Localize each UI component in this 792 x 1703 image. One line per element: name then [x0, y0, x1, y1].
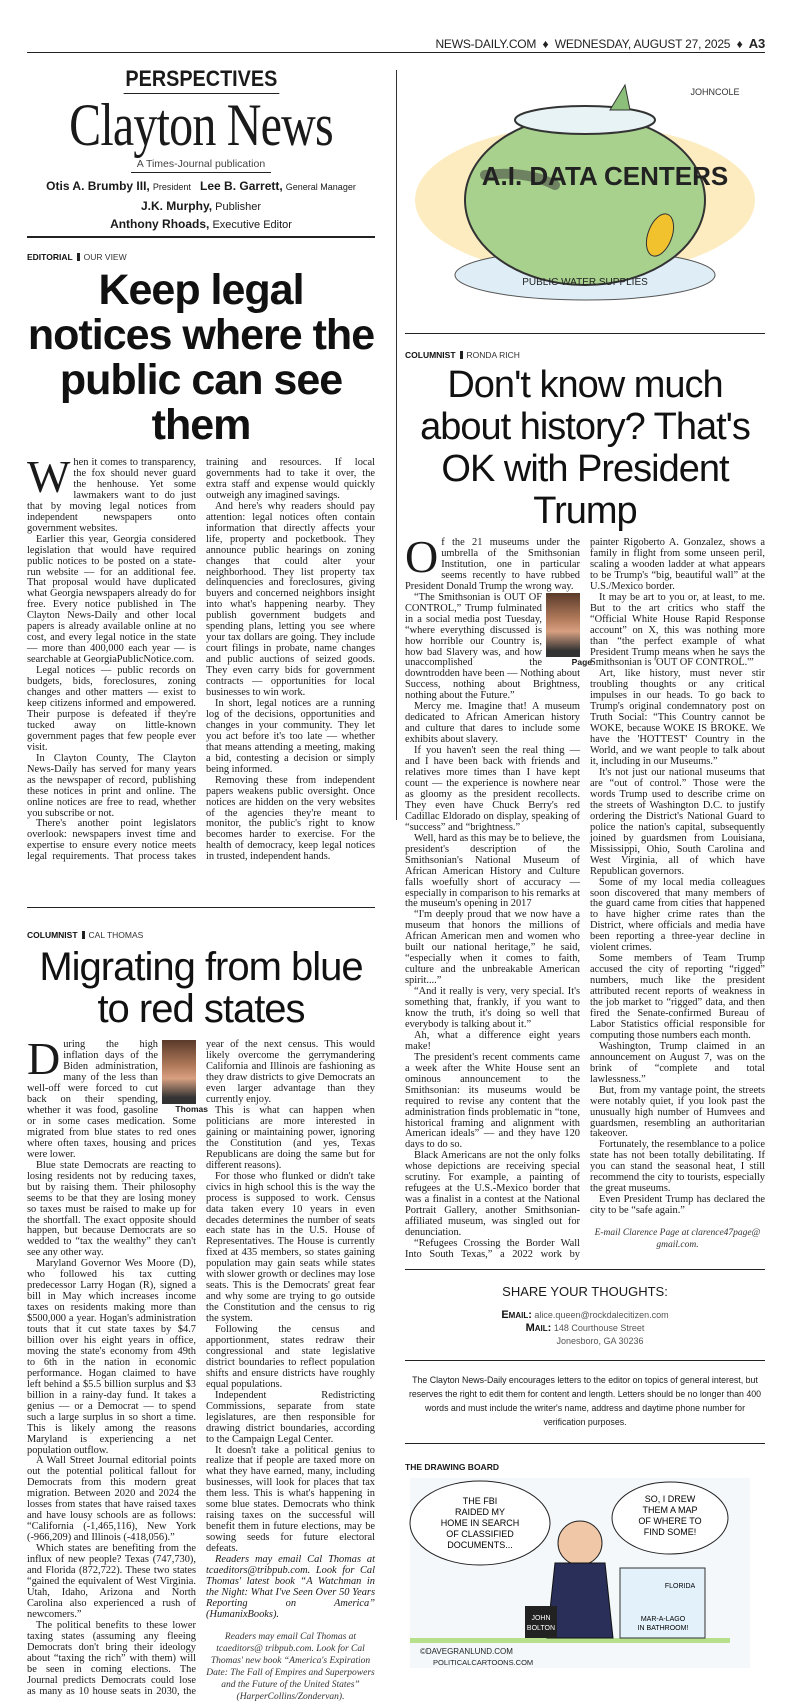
paragraph-text: Legal notices — public records on budgets, bids, foreclosures, zoning changes and other matters — exist to keep citizens informed and empowered. Their purpose is defeated if they're tucked away on little-known government pages that few people ever visit.: [27, 665, 196, 753]
speech-bubble-text: OF CLASSIFIED: [446, 1528, 514, 1539]
columnist-photo: [546, 593, 592, 667]
columnist-name: CAL THOMAS: [88, 930, 144, 941]
author-credit: E-mail Clarence Page at clarence47page@ gmail.com.: [594, 1228, 761, 1251]
cartoonist-signature: ©DAVEGRANLUND.COM: [420, 1646, 513, 1656]
paragraph-text: “Refugees Crossing the Border Wall Into South Texas,” a 2022 work by painter Rigoberto A. Gonzalez, shows a family in flight from some unseen peril, scaling a wooden ladder at what appears to be Trump's “big, beautiful wall” at the U.S./Mexico border.: [405, 537, 765, 1260]
speech-bubble-text: RAIDED MY: [454, 1506, 506, 1517]
staff-role: Publisher: [215, 201, 262, 213]
paragraph-text: Earlier this year, Georgia considered legislation that would have required public notices to be posted on a state-run website — for an additional fee. That proposal would have duplicated what Georgia newspapers already do for free. Every notice published in The Clayton News-Daily and other local papers is already available online at no cost, and every legal notice in the state — more than 400,000 each year — is searchable at GeorgiaPublicNotice.com.: [27, 533, 196, 666]
section-title: PERSPECTIVES: [123, 66, 278, 94]
author-note: Readers may email Cal Thomas at tcaeditors@tribpub.com. Look for Cal Thomas' latest book “A Watchman in the Night: What I've Seen Over 50 Years Reporting on America” (HumanixBooks).: [206, 1554, 375, 1620]
kicker-label: COLUMNIST: [405, 350, 456, 360]
separator: ♦: [736, 37, 743, 51]
speech-bubble-text: THE FBI: [462, 1495, 498, 1506]
map-note: IN BATHROOM!: [637, 1624, 689, 1632]
paragraph: [206, 699, 375, 776]
paragraph-text: Following the census and apportionment, states redraw their congressional and state legislative district boundaries to reflect population shifts and ensure districts have roughly equal populations.: [206, 1324, 375, 1390]
staff-name: Otis A. Brumby III,: [46, 179, 150, 193]
rich-headline: Don't know much about history? That's OK with President Trump: [420, 364, 750, 532]
paragraph-text: Some members of Team Trump accused the city of reporting “rigged” numbers, much like the president attributed recent reports of weakness in the job market to “rigged” data, and then fired the Senate-confirmed Bureau of Labor Statistics official responsible for computing those numbers each month.: [590, 953, 765, 1041]
paragraph: [590, 878, 765, 955]
briefcase-label: JOHN: [531, 1614, 551, 1622]
paragraph-text: Some of my local media colleagues soon discovered that many members of the guard came from cities that happened to have higher crime rates than the District, where officials and media have been reporting a three-year decline in violent crimes.: [590, 876, 765, 954]
paragraph-text: The political benefits to these lower taxing states (assuming any fleeing Democrats don't bring their ideology about “taxing the rich” with them) will be seen in coming elections. The Journal predicts Democrats could lose as many as 10 house seats in 2030, the year of the next census. This would likely overcome the gerrymandering California and Illinois are fashioning as they draw districts to give Democrats an even larger advantage than they currently enjoy.: [27, 1039, 375, 1697]
paragraph: [590, 954, 765, 1042]
staff-line: [27, 179, 375, 193]
mail-city: Jonesboro, GA 30236: [556, 1335, 644, 1346]
drawing-board-label: THE DRAWING BOARD: [405, 1461, 499, 1472]
paragraph: [590, 768, 765, 878]
divider: [27, 907, 375, 908]
paragraph: [206, 776, 375, 864]
kicker-bar: [82, 931, 85, 939]
staff-role: Executive Editor: [212, 219, 292, 231]
paragraph-text: And here's why readers should pay attention: legal notices often contain information that directly affects your life, property and pocketbook. They announce public hearings on zoning changes that could alter your neighborhood. They list property tax delinquencies and foreclosures, giving buyers and concerned neighbors insight into what's happening nearby. They publish government budgets and spending plans, letting you see where your tax dollars are going. They include court filings in probate, name changes and public auctions of seized goods. They even carry bids for government contracts — opportunities for local businesses to win work.: [206, 500, 375, 699]
kicker-bar: [77, 253, 80, 261]
author-credit: Readers may email Cal Thomas at tcaeditors@ tribpub.com. Look for Cal Thomas' new book “America's Expiration Date: The Fall of Empires and Superpowers and the Future of the United States” (HarperCollins/Zondervan).: [206, 1631, 375, 1702]
columnist-photo: [162, 1040, 208, 1115]
column-divider: [396, 70, 397, 820]
speech-bubble-text: OF WHERE TO: [638, 1515, 702, 1526]
paragraph: [590, 1195, 765, 1217]
paragraph-text: Ah, what a difference eight years make!: [405, 1029, 580, 1052]
paragraph: [405, 531, 580, 593]
drop-cap: D: [27, 1033, 61, 1085]
paragraph: [206, 1106, 375, 1172]
divider: [405, 1269, 765, 1270]
publication-title: Clayton News: [69, 92, 333, 158]
thomas-kicker: [27, 930, 375, 940]
paragraph-text: uring the high inflation days of the Biden administration, many of the less than well-off were forced to cut back on their spending, whether it was food, gasoline or in some cases medication. Some migrated from blue states to red ones where often taxes, housing and prices were lower.: [27, 1039, 196, 1160]
paragraph: [405, 987, 580, 1031]
mail-address: 148 Courthouse Street: [553, 1322, 645, 1333]
paragraph: [405, 834, 580, 911]
share-your-thoughts: [405, 1284, 765, 1348]
divider: [27, 236, 375, 238]
paragraph-text: hen it comes to transparency, the fox should never guard the henhouse. Yet some lawmakers want to do just that by moving legal notices from independent newspapers onto government websites.: [27, 457, 196, 534]
paragraph-text: This is what can happen when politicians are more interested in gaining or maintaining power, ignoring the Constitution (and yes, Texas Republicans are doing the same but for different reasons).: [206, 1104, 375, 1171]
rich-kicker: [405, 350, 765, 360]
editorial-headline: Keep legal notices where the public can see them: [27, 266, 375, 449]
paragraph-text: Art, like history, must never stir troubling thoughts or any critical impulses in our heads. To go back to Trump's original condemnatory post on Truth Social: “This Country cannot be WOKE, because WOKE IS BROKE. We have the 'HOTTEST' Country in the World, and we want people to talk about it, including in our Museums.”: [590, 668, 765, 768]
page-number: A3: [748, 36, 765, 51]
drop-cap: O: [405, 531, 439, 582]
editorial-body: [27, 451, 375, 863]
paragraph-text: “And it really is very, very special. It's something that, frankly, if you want to know the truth, it's doing so well that everybody is talking about it.”: [405, 986, 580, 1030]
paragraph-text: It doesn't take a political genius to realize that if people are taxed more on what they have earned, many, including businesses, will look for places that tax them less. This is what's happening in some blue states. Democrats who think raising taxes on the successful will benefit them in future elections, may be sowing seeds for future electoral defeats.: [206, 1444, 375, 1555]
paragraph-text: If you haven't seen the real thing — and I have been back with friends and relatives more times than I have kept count — the experience is nowhere near as gloomy as the president recollects. They even have Chuck Berry's red Cadillac Eldorado on display, speaking of “success” and “brightness.”: [405, 745, 580, 833]
divider: [405, 1443, 765, 1444]
portrait-image: [546, 593, 580, 657]
photo-caption: Page: [571, 656, 592, 667]
map-note: MAR-A-LAGO: [640, 1615, 686, 1623]
rich-body: [405, 531, 765, 1261]
page-header: [27, 36, 765, 53]
kicker-sub: OUR VIEW: [83, 252, 127, 262]
kicker-bar: [460, 351, 463, 359]
briefcase-label: BOLTON: [526, 1624, 556, 1632]
paragraph-text: In Clayton County, The Clayton News-Daily has served for many years as the newspaper of record, publishing these notices in print and online. The online notices are free to read, whether you subscribe or not.: [27, 752, 196, 819]
right-column: [405, 60, 765, 1673]
paragraph: [590, 593, 765, 670]
cartoon-label: A.I. DATA CENTERS: [481, 161, 729, 191]
paragraph-text: Washington, Trump claimed in an announcement on August 7, was on the brink of “complete and total lawlessness.”: [590, 1040, 765, 1085]
paragraph-text: Fortunately, the resemblance to a police state has not been totally debilitating. If you can stand the seasonal heat, I still recommend the city to tourists, especially the great museums.: [590, 1139, 765, 1195]
paragraph-text: Blue state Democrats are reacting to losing residents not by reducing taxes, but by raising them. Their philosophy seems to be that they are losing money so taxes must be raised to make up for the shortfall. The exact opposite should happen, but because Democrats are so wedded to “tax the wealthy” they can't see any other way.: [27, 1159, 196, 1259]
paragraph-text: Maryland Governor Wes Moore (D), who followed his tax cutting predecessor Larry Hogan (R), signed a bill in May which increases income taxes on residents making more than $500,000 a year. Hogan's administration touts that it cut state taxes by $4.7 billion over his eight years in office, moving the state's economy from 49th to 6th in the nation in economic performance. Hogan claimed to have left behind a $5.5 billion surplus and $3 billion in a rainy-day fund. It takes a genius — or a Democrat — to spend such a large surplus in so short a time. This is likely among the reasons Maryland is experiencing a net population outflow.: [27, 1258, 196, 1456]
paragraph-text: It may be art to you or, at least, to me. But to the art critics who staff the “Official White House Rapid Response account” on X, this was nothing more than “the perfect example of what President Trump means when he says the Smithsonian is 'OUT OF CONTROL.'”: [590, 591, 765, 669]
paragraph: [27, 666, 196, 754]
paragraph: [405, 702, 580, 746]
paragraph: [27, 1456, 196, 1544]
email-link[interactable]: alice.queen@rockdalecitizen.com: [534, 1309, 669, 1320]
paragraph: [27, 754, 196, 820]
cartoon-label: PUBLIC WATER SUPPLIES: [522, 277, 648, 288]
editorial-kicker: [27, 252, 375, 262]
paragraph-text: But, from my vantage point, the streets were notably quiet, if you look past the unusually high number of Humvees and guardsmen, resembling an authoritarian takeover.: [590, 1084, 765, 1140]
photo-caption: Thomas: [175, 1104, 208, 1115]
kicker-label: COLUMNIST: [27, 930, 78, 941]
staff-name: J.K. Murphy,: [140, 199, 213, 213]
speech-bubble-text: DOCUMENTS...: [447, 1539, 513, 1550]
paragraph: [206, 1391, 375, 1446]
portrait-image: [162, 1040, 196, 1104]
paragraph: [590, 669, 765, 768]
paragraph-text: The president's recent comments came a week after the White House sent an ominous announcement to the Smithsonian: its museums would be required to revise any content that the administration finds problematic in “tone, historical framing and alignment with American ideals” — and they have 120 days to do so.: [405, 1051, 580, 1151]
speech-bubble-text: FIND SOME!: [643, 1526, 697, 1537]
paragraph-text: There's another point legislators overlook: newspapers invest time and expertise to ensure every notice meets legal requirements. That process takes training and resources. If local governments had to take it over, the extra staff and expense would quickly outweigh any imagined savings.: [27, 457, 375, 863]
drop-cap: W: [27, 451, 71, 502]
paragraph: [27, 1161, 196, 1260]
speech-bubble-text: HOME IN SEARCH: [440, 1517, 520, 1528]
cartoonist-signature: POLITICALCARTOONS.COM: [433, 1657, 534, 1667]
site-name: NEWS-DAILY.COM: [435, 37, 537, 51]
paragraph: [405, 591, 592, 703]
staff-role: General Manager: [285, 182, 356, 192]
staff-line: [27, 199, 375, 213]
paragraph-text: A Wall Street Journal editorial points out the potential political fallout for Democrats from this modern great migration. Between 2020 and 2024 the losses from states that have raised taxes and have lousy schools are as follows: “California (-1,465,116), New York (-966,209) and Illinois (-418,056).”: [27, 1455, 196, 1544]
paragraph: [206, 1325, 375, 1391]
paragraph-text: “I'm deeply proud that we now have a museum that honors the millions of African American men and women who built our national heritage,” he said, “especially when it comes to faith, culture and the unbreakable American spirit....”: [405, 909, 580, 987]
paragraph: [27, 1033, 208, 1160]
cartoonist-signature: JOHNCOLE: [690, 87, 740, 97]
paragraph: [27, 451, 196, 535]
paragraph-text: Even President Trump has declared the city to be “safe again.”: [590, 1194, 765, 1217]
paragraph-text: For those who flunked or didn't take civics in high school this is the way the process is supposed to work. Census data taken every 10 years in even decades determines the number of seats each state has in the U.S. House of Representatives. The House is currently fixed at 435 members, so states gaining population may gain seats while states with slower growth or declines may lose seats. This is the Democrats' great fear and why some are trying to go outside the Constitution and the census to rig the system.: [206, 1170, 375, 1325]
paragraph: [27, 1544, 196, 1621]
paragraph-text: f the 21 museums under the umbrella of the Smithsonian Institution, one in particular seems recently to have rubbed President Donald Trump the wrong way.: [405, 537, 580, 592]
map-label: FLORIDA: [664, 1582, 696, 1590]
paragraph: [590, 1042, 765, 1086]
left-column: [27, 60, 375, 1703]
paragraph-text: Which states are benefiting from the influx of new people? Texas (747,730), and Florida (872,722). These two states “gained the equivalent of West Virginia. Utah, Idaho, Arizona and North Carolina also experienced a rush of newcomers.”: [27, 1543, 196, 1620]
paragraph: [405, 1031, 580, 1053]
paragraph: [27, 1259, 196, 1456]
divider: [405, 333, 765, 334]
paragraph-text: Well, hard as this may be to believe, the president's description of the Smithsonian's National Museum of African American History and Culture falls woefully short of accuracy — especially in comparison to his remarks at the museum's opening in 2017: [405, 832, 580, 910]
tagline: A Times-Journal publication: [131, 158, 271, 173]
staff-name: Lee B. Garrett,: [200, 179, 283, 193]
paragraph-text: “The Smithsonian is OUT OF CONTROL,” Trump fulminated in a social media post Tuesday, “where everything discussed is how horrible our Country is, how bad Slavery was, and how unaccomplished the downtrodden have been — Nothing about Success, nothing about Brightness, nothing about the Future.”: [405, 591, 580, 702]
columnist-name: RONDA RICH: [466, 350, 520, 360]
masthead: [27, 60, 375, 238]
paragraph: [590, 1086, 765, 1141]
staff-line: [27, 217, 375, 231]
email-label: Email:: [501, 1308, 532, 1321]
paragraph-text: In short, legal notices are a running log of the decisions, opportunities and changes in your community. They let you act before it's too late — whether that means attending a meeting, making a bid, contesting a decision or simply being informed.: [206, 697, 375, 775]
kicker-label: EDITORIAL: [27, 252, 73, 262]
paragraph: [405, 910, 580, 987]
paragraph-text: It's not just our national museums that are “out of control.” Those were the words Trump used to describe crime on the streets of Washington D.C. to justify ordering the District's National Guard to police the nation's capital, subsequently joined by guardsmen from Louisiana, Mississippi, Ohio, South Carolina and West Virginia, all of which have Republican governors.: [590, 767, 765, 877]
letters-policy: The Clayton News-Daily encourages letters to the editor on topics of general interest, but reserves the right to edit them for content and length. Letters should be no longer than 400 words and must include the writer's name, address and daytime phone number for verification purposes.: [408, 1374, 762, 1427]
ai-data-centers-cartoon: [405, 65, 765, 327]
paragraph: [405, 1151, 580, 1239]
mail-label: Mail:: [525, 1321, 552, 1334]
paragraph-text: Black Americans are not the only folks whose depictions are receiving special scrutiny. For example, a painting of refugees at the U.S.-Mexico border that was a finalist in a contest at the National Portrait Gallery, another Smithsonian-affiliated museum, was singled out for denunciation.: [405, 1150, 580, 1239]
paragraph: [405, 746, 580, 834]
paragraph-text: Independent Redistricting Commissions, separate from state legislatures, are then responsible for drawing district boundaries, according to the Campaign Legal Center.: [206, 1389, 375, 1445]
thomas-body: [27, 1033, 375, 1703]
speech-bubble-text: SO, I DREW: [644, 1493, 696, 1504]
staff-name: Anthony Rhoads,: [110, 217, 210, 231]
paragraph: [590, 1140, 765, 1195]
separator: ♦: [542, 37, 549, 51]
paragraph-text: Removing these from independent papers weakens public oversight. Once notices are hidden on the very websites of the agencies they're meant to monitor, the public's right to know becomes harder to exercise. For the health of democracy, keep legal notices in trusted, independent hands.: [206, 774, 375, 863]
paragraph: [206, 502, 375, 699]
paragraph: [206, 1172, 375, 1325]
paragraph: [405, 1053, 580, 1152]
share-heading: SHARE YOUR THOUGHTS:: [502, 1283, 668, 1299]
speech-bubble-text: THEM A MAP: [642, 1504, 698, 1515]
paragraph-text: Mercy me. Imagine that! A museum dedicated to African American history and culture that dares to include some exhibits about slavery.: [405, 701, 580, 746]
paragraph: [27, 535, 196, 666]
paragraph: [206, 1446, 375, 1556]
thomas-headline: Migrating from blue to red states: [39, 945, 363, 1032]
bolton-cartoon: [405, 1478, 765, 1673]
staff-role: President: [152, 182, 191, 192]
issue-date: WEDNESDAY, AUGUST 27, 2025: [554, 37, 731, 51]
